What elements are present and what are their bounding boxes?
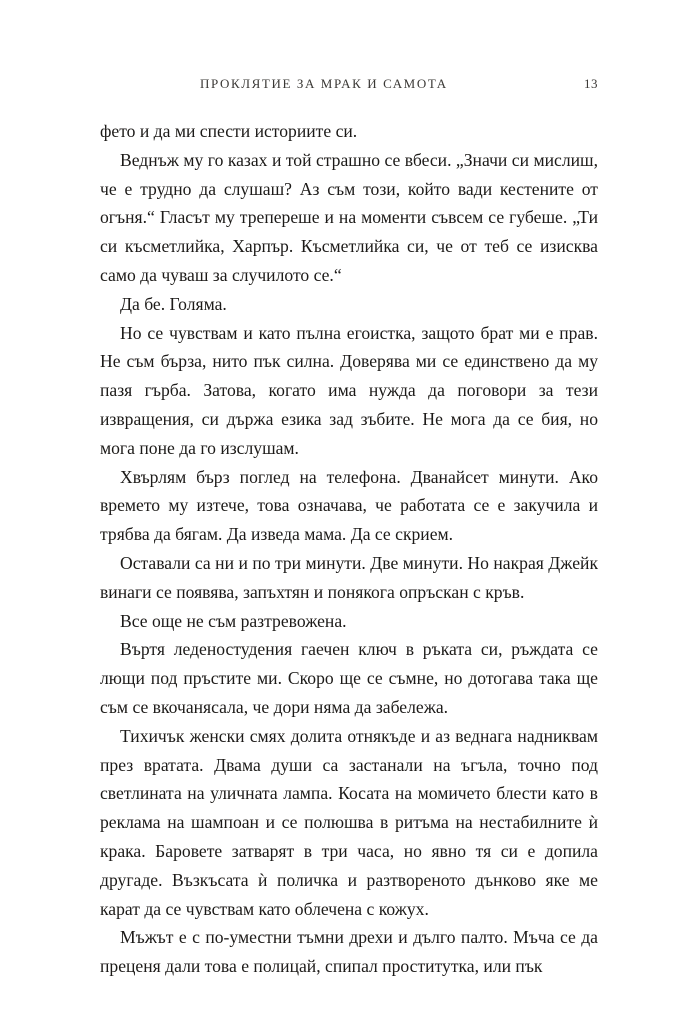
paragraph: Тихичък женски смях долита отнякъде и аз веднага надниквам през вратата. Двама души са застанали на ъгъла, точно под светлината на уличната лампа. Косата на момичето блести като в реклама на шампоан и се полюшва в ритъма на нестабилните ѝ крака. Баровете затварят в три часа, но явно тя си е допила другаде. Възкъсата ѝ поличка и разтвореното дънково яке ме карат да се чувствам като облечена с кожух. (100, 725, 598, 919)
paragraph: Да бе. Голяма. (120, 293, 227, 314)
paragraph: Мъжът е с по-уместни тъмни дрехи и дълго палто. Мъча се да преценя дали това е полицай, спипал проститутка, или пък (100, 927, 598, 977)
body-text (100, 117, 598, 981)
paragraph: Но се чувствам и като пълна егоистка, защото брат ми е прав. Не съм бърза, нито пък силна. Доверява ми се единствено да му пазя гърба. Затова, когато има нужда да поговори за тези извращения, си държа езика зад зъбите. Не мога да се бия, но мога поне да го изслушам. (100, 322, 598, 458)
page-number: 13 (584, 76, 598, 91)
paragraph: Въртя леденостудения гаечен ключ в ръката си, ръждата се лющи под пръстите ми. Скоро ще се съмне, но дотогава така ще съм се вкочанясала, че дори няма да забележа. (100, 639, 598, 717)
running-head (100, 76, 598, 96)
paragraph: фето и да ми спести историите си. (100, 121, 358, 141)
running-title: ПРОКЛЯТИЕ ЗА МРАК И САМОТА (200, 76, 448, 91)
paragraph: Все още не съм разтревожена. (120, 610, 347, 631)
paragraph: Оставали са ни и по три минути. Две минути. Но накрая Джейк винаги се появява, запъхтян и понякога опръскан с кръв. (100, 552, 598, 602)
paragraph: Хвърлям бърз поглед на телефона. Дванайсет минути. Ако времето му изтече, това означава, че работата се е закучила и трябва да бягам. Да изведа мама. Да се скрием. (100, 466, 598, 545)
paragraph: Веднъж му го казах и той страшно се вбеси. „Значи си мислиш, че е трудно да слушаш? Аз съм този, който вади кестените от огъня.“ Гласът му трепереше и на моменти съвсем се губеше. „Ти си късметлийка, Харпър. Късметлийка си, че от теб се изисква само да чуваш за случилото се.“ (100, 149, 598, 285)
